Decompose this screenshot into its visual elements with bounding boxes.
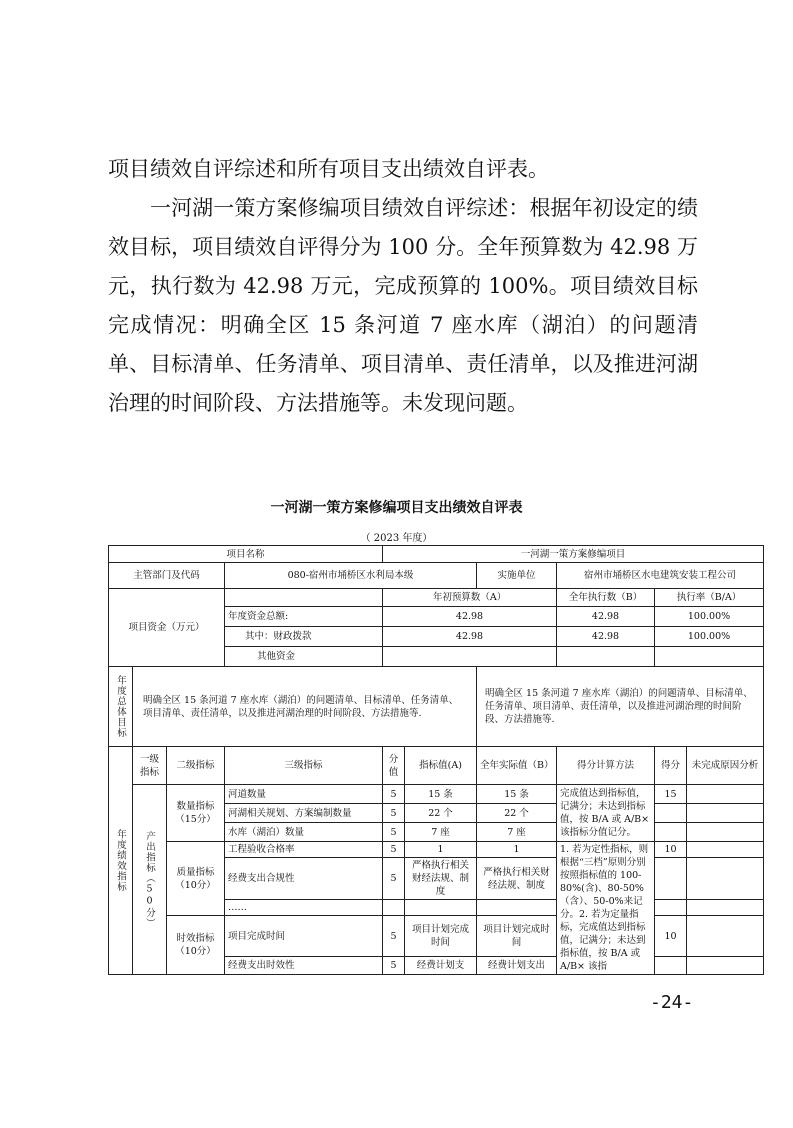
goal-planned: 明确全区 15 条河道 7 座水库（湖泊）的问题清单、目标清单、任务清单、项目清单、责任清单，以及推进河湖治理的时间阶段、方法措施等. xyxy=(133,667,477,747)
row-score: 5 xyxy=(383,957,405,975)
row-score: 5 xyxy=(383,804,405,823)
dept-label: 主管部门及代码 xyxy=(109,563,225,589)
table-row: …… xyxy=(225,900,383,916)
row-target: 15 条 xyxy=(405,785,477,804)
row-target: 7 座 xyxy=(405,823,477,842)
table-row: 经费支出时效性 xyxy=(225,957,383,975)
funds-label: 项目资金（万元） xyxy=(109,589,225,667)
row-target: 22 个 xyxy=(405,804,477,823)
page-number: -24- xyxy=(650,992,694,1013)
goal-actual: 明确全区 15 条河道 7 座水库（湖泊）的问题清单、目标清单、任务清单、项目清单、责任清单，以及推进河湖治理的时间阶段、方法措施等. xyxy=(477,667,764,747)
quantity-label: 数量指标（15分） xyxy=(167,785,225,842)
col-rate: 执行率（B/A） xyxy=(655,589,764,607)
table-row: 经费支出合规性 xyxy=(225,858,383,900)
row-actual: 经费计划支出 xyxy=(477,957,557,975)
header-got: 得分 xyxy=(655,747,687,785)
quality-label: 质量指标（10分） xyxy=(167,842,225,916)
got-timeliness: 10 xyxy=(655,916,687,957)
perf-label: 年度绩效指标 xyxy=(109,747,133,975)
header-score: 分值 xyxy=(383,747,405,785)
fiscal-exec: 42.98 xyxy=(557,627,655,647)
row-score: 5 xyxy=(383,785,405,804)
total-funds-label: 年度资金总额: xyxy=(225,607,383,627)
total-budget: 42.98 xyxy=(383,607,557,627)
row-actual: 7 座 xyxy=(477,823,557,842)
dept-value: 080-宿州市埇桥区水利局本级 xyxy=(225,563,477,589)
timeliness-label: 时效指标（10分） xyxy=(167,916,225,975)
project-name: 一河湖一策方案修编项目 xyxy=(383,546,764,563)
row-score: 5 xyxy=(383,823,405,842)
row-target: 经费计划支 xyxy=(405,957,477,975)
header-l2: 二级指标 xyxy=(167,747,225,785)
other-funds-label: 其他资金 xyxy=(225,647,383,667)
row-actual: 1 xyxy=(477,842,557,858)
self-evaluation-table xyxy=(108,545,764,975)
row-score: 5 xyxy=(383,858,405,900)
row-score: 5 xyxy=(383,842,405,858)
table-row: 河道数量 xyxy=(225,785,383,804)
row-actual: 项目计划完成时间 xyxy=(477,916,557,957)
header-l1: 一级指标 xyxy=(133,747,167,785)
method-quantity: 完成值达到指标值，记满分；未达到指标值，按 B/A 或 A/B×该指标分值记分。 xyxy=(557,785,655,842)
col-exec: 全年执行数（B） xyxy=(557,589,655,607)
output-label: 产出指标（50分） xyxy=(133,785,167,975)
fiscal-label: 其中：财政拨款 xyxy=(225,627,383,647)
impl-value: 宿州市埇桥区水电建筑安装工程公司 xyxy=(557,563,764,589)
got-quantity: 15 xyxy=(655,785,687,804)
row-target: 严格执行相关财经法规、制度 xyxy=(405,858,477,900)
row-target: 项目计划完成时间 xyxy=(405,916,477,957)
project-name-label: 项目名称 xyxy=(109,546,383,563)
method-quality: 1. 若为定性指标，则根据“三档”原则分别按照指标值的 100-80%(含)、80-50%（含）、50-0%来记分。2. 若为定量指标，完成值达到指标值，记满分；未达到指标值，按 B/A 或 A/B× 该指 xyxy=(557,842,655,975)
total-exec: 42.98 xyxy=(557,607,655,627)
row-actual: 15 条 xyxy=(477,785,557,804)
col-budget: 年初预算数（A） xyxy=(383,589,557,607)
table-row: 项目完成时间 xyxy=(225,916,383,957)
table-year: （ 2023 年度） xyxy=(360,533,433,544)
goal-label: 年度总体目标 xyxy=(109,667,133,747)
header-method: 得分计算方法 xyxy=(557,747,655,785)
table-row: 河湖相关规划、方案编制数量 xyxy=(225,804,383,823)
row-actual: 22 个 xyxy=(477,804,557,823)
paragraph-summary: 一河湖一策方案修编项目绩效自评综述：根据年初设定的绩效目标，项目绩效自评得分为 100 分。全年预算数为 42.98 万元，执行数为 42.98 万元，完成预算的 100%。项目绩效目标完成情况：明确全区 15 条河道 7 座水库（湖泊）的问题清单、目标清单、任务清单、项目清单、责任清单，以及推进河湖治理的时间阶段、方法措施等。未发现问题。 xyxy=(108,196,698,415)
table-row: 水库（湖泊）数量 xyxy=(225,823,383,842)
paragraph-intro: 项目绩效自评综述和所有项目支出绩效自评表。 xyxy=(108,157,549,181)
header-reason: 未完成原因分析 xyxy=(687,747,764,785)
total-rate: 100.00% xyxy=(655,607,764,627)
row-score: 5 xyxy=(383,916,405,957)
row-actual: 严格执行相关财经法规、制度 xyxy=(477,858,557,900)
got-quality: 10 xyxy=(655,842,687,858)
impl-label: 实施单位 xyxy=(477,563,557,589)
table-row: 工程验收合格率 xyxy=(225,842,383,858)
header-target: 指标值(A) xyxy=(405,747,477,785)
header-l3: 三级指标 xyxy=(225,747,383,785)
header-actual: 全年实际值（B） xyxy=(477,747,557,785)
body-text xyxy=(108,150,698,423)
table-title: 一河湖一策方案修编项目支出绩效自评表 xyxy=(270,500,523,516)
fiscal-budget: 42.98 xyxy=(383,627,557,647)
row-target: 1 xyxy=(405,842,477,858)
fiscal-rate: 100.00% xyxy=(655,627,764,647)
